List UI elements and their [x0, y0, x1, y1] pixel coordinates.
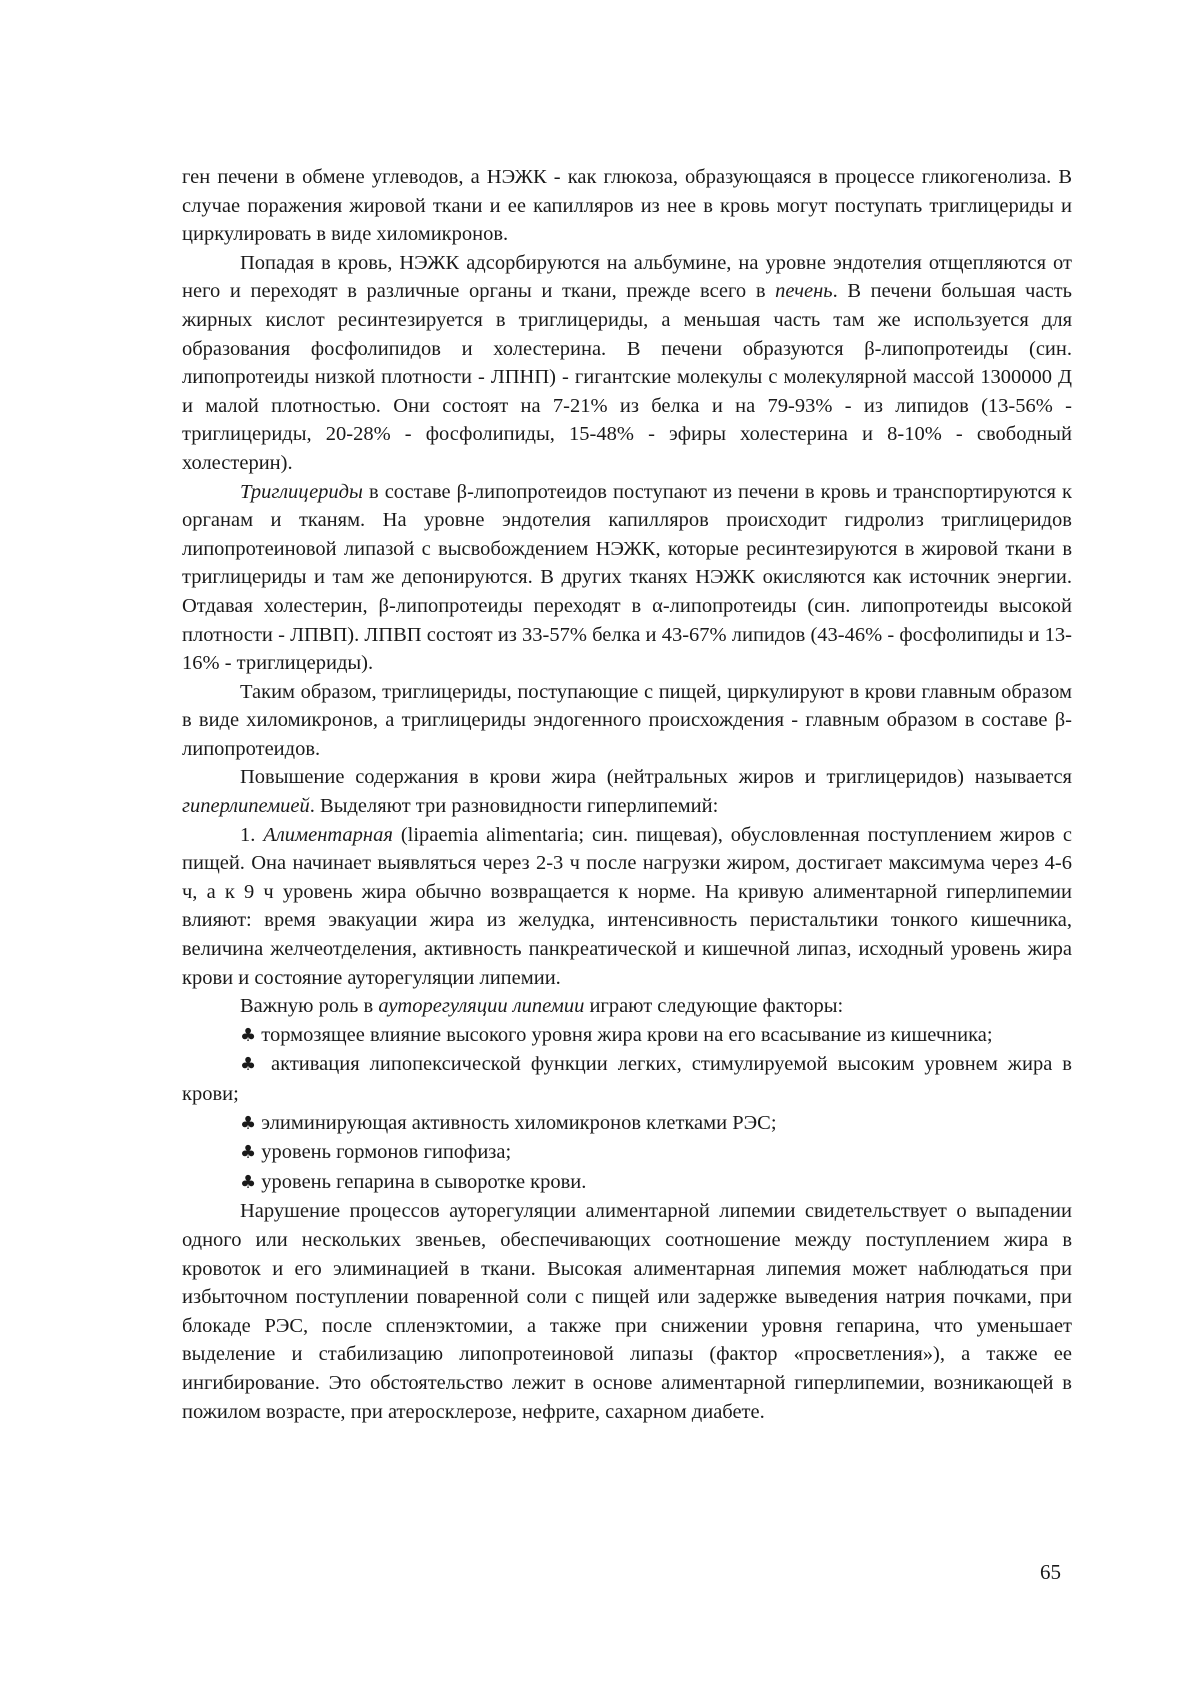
paragraph-disorders: Нарушение процессов ауторегуляции алиментарной липемии свидетельствует о выпадении одного или нескольких звеньев, обеспечивающих соотношение между поступлением жира в кровоток и его элиминацией в ткани. Высокая алиментарная липемия может наблюдаться при избыточном поступлении поваренной соли с пищей или задержке выведения натрия почками, при блокаде РЭС, после спленэктомии, а также при снижении уровня гепарина, что уменьшает выделение и стабилизацию липопротеиновой липазы (фактор «просветления»), а также ее ингибирование. Это обстоятельство лежит в основе алиментарной гиперлипемии, возникающей в пожилом возрасте, при атеросклерозе, нефрите, сахарном диабете.: [182, 1200, 1072, 1423]
list-item: ♣ тормозящее влияние высокого уровня жира крови на его всасывание из кишечника;: [240, 1023, 993, 1046]
emphasis-triglycerides: Триглицериды: [240, 480, 363, 503]
club-bullet-icon: ♣: [240, 1142, 257, 1164]
list-item: ♣ элиминирующая активность хиломикронов клетками РЭС;: [240, 1111, 777, 1134]
paragraph-nezhk-blood: Попадая в кровь, НЭЖК адсорбируются на альбумине, на уровне эндотелия отщепляются от него и переходят в различные органы и ткани, прежде всего в печень. В печени большая часть жирных кислот ресинтезируется в триглицериды, а меньшая часть там же используется для образования фосфолипидов и холестерина. В печени образуются β-липопротеиды (син. липопротеиды низкой плотности - ЛПНП) - гигантские молекулы с молекулярной массой 1300000 Д и малой плотностью. Они состоят на 7-21% из белка и на 79-93% - из липидов (13-56% - триглицериды, 20-28% - фосфолипиды, 15-48% - эфиры холестерина и 8-10% - свободный холестерин).: [182, 251, 1072, 474]
paragraph-hyperlipemia: Повышение содержания в крови жира (нейтральных жиров и триглицеридов) называется гиперлипемией. Выделяют три разновидности гиперлипемий:: [182, 766, 1072, 818]
club-bullet-icon: ♣: [240, 1054, 262, 1076]
page-number: 65: [1040, 1560, 1061, 1584]
emphasis-liver: печень: [775, 280, 833, 303]
paragraph-alimentary: 1. Алиментарная (lipaemia alimentaria; син. пищевая), обусловленная поступлением жиров с пищей. Она начинает выявляться через 2-3 ч после нагрузки жиром, достигает максимума через 4-6 ч, а к 9 ч уровень жира обычно возвращается к норме. На кривую алиментарной гиперлипемии влияют: время эвакуации жира из желудка, интенсивность перистальтики тонкого кишечника, величина желчеотделения, активность панкреатической и кишечной липаз, исходный уровень жира крови и состояние ауторегуляции липемии.: [182, 823, 1072, 989]
emphasis-alimentary: Алиментарная: [263, 823, 393, 846]
club-bullet-icon: ♣: [240, 1024, 257, 1046]
emphasis-autoregulation: ауторегуляции липемии: [378, 995, 585, 1018]
club-bullet-icon: ♣: [240, 1171, 257, 1193]
list-item: ♣ активация липопексической функции легких, стимулируемой высоким уровнем жира в крови;: [182, 1053, 1072, 1105]
paragraph-summary: Таким образом, триглицериды, поступающие с пищей, циркулируют в крови главным образом в виде хиломикронов, а триглицериды эндогенного происхождения - главным образом в составе β-липопротеидов.: [182, 680, 1072, 760]
paragraph-continuation: ген печени в обмене углеводов, а НЭЖК - как глюкоза, образующаяся в процессе гликогенолиза. В случае поражения жировой ткани и ее капилляров из нее в кровь могут поступать триглицериды и циркулировать в виде хиломикронов.: [182, 166, 1072, 246]
paragraph-triglycerides: Триглицериды в составе β-липопротеидов поступают из печени в кровь и транспортируются к органам и тканям. На уровне эндотелия капилляров происходит гидролиз триглицеридов липопротеиновой липазой с высвобождением НЭЖК, которые ресинтезируются в жировой ткани в триглицериды и там же депонируются. В других тканях НЭЖК окисляются как источник энергии. Отдавая холестерин, β-липопротеиды переходят в α-липопротеиды (син. липопротеиды высокой плотности - ЛПВП). ЛПВП состоят из 33-57% белка и 43-67% липидов (43-46% - фосфолипиды и 13-16% - триглицериды).: [182, 480, 1072, 675]
list-item: ♣ уровень гепарина в сыворотке крови.: [240, 1170, 587, 1193]
emphasis-hyperlipemia: гиперлипемией: [182, 795, 310, 818]
paragraph-autoregulation: Важную роль в ауторегуляции липемии играют следующие факторы:: [240, 995, 844, 1018]
list-item: ♣ уровень гормонов гипофиза;: [240, 1141, 512, 1164]
page-body: [182, 163, 1072, 1426]
club-bullet-icon: ♣: [240, 1112, 257, 1134]
